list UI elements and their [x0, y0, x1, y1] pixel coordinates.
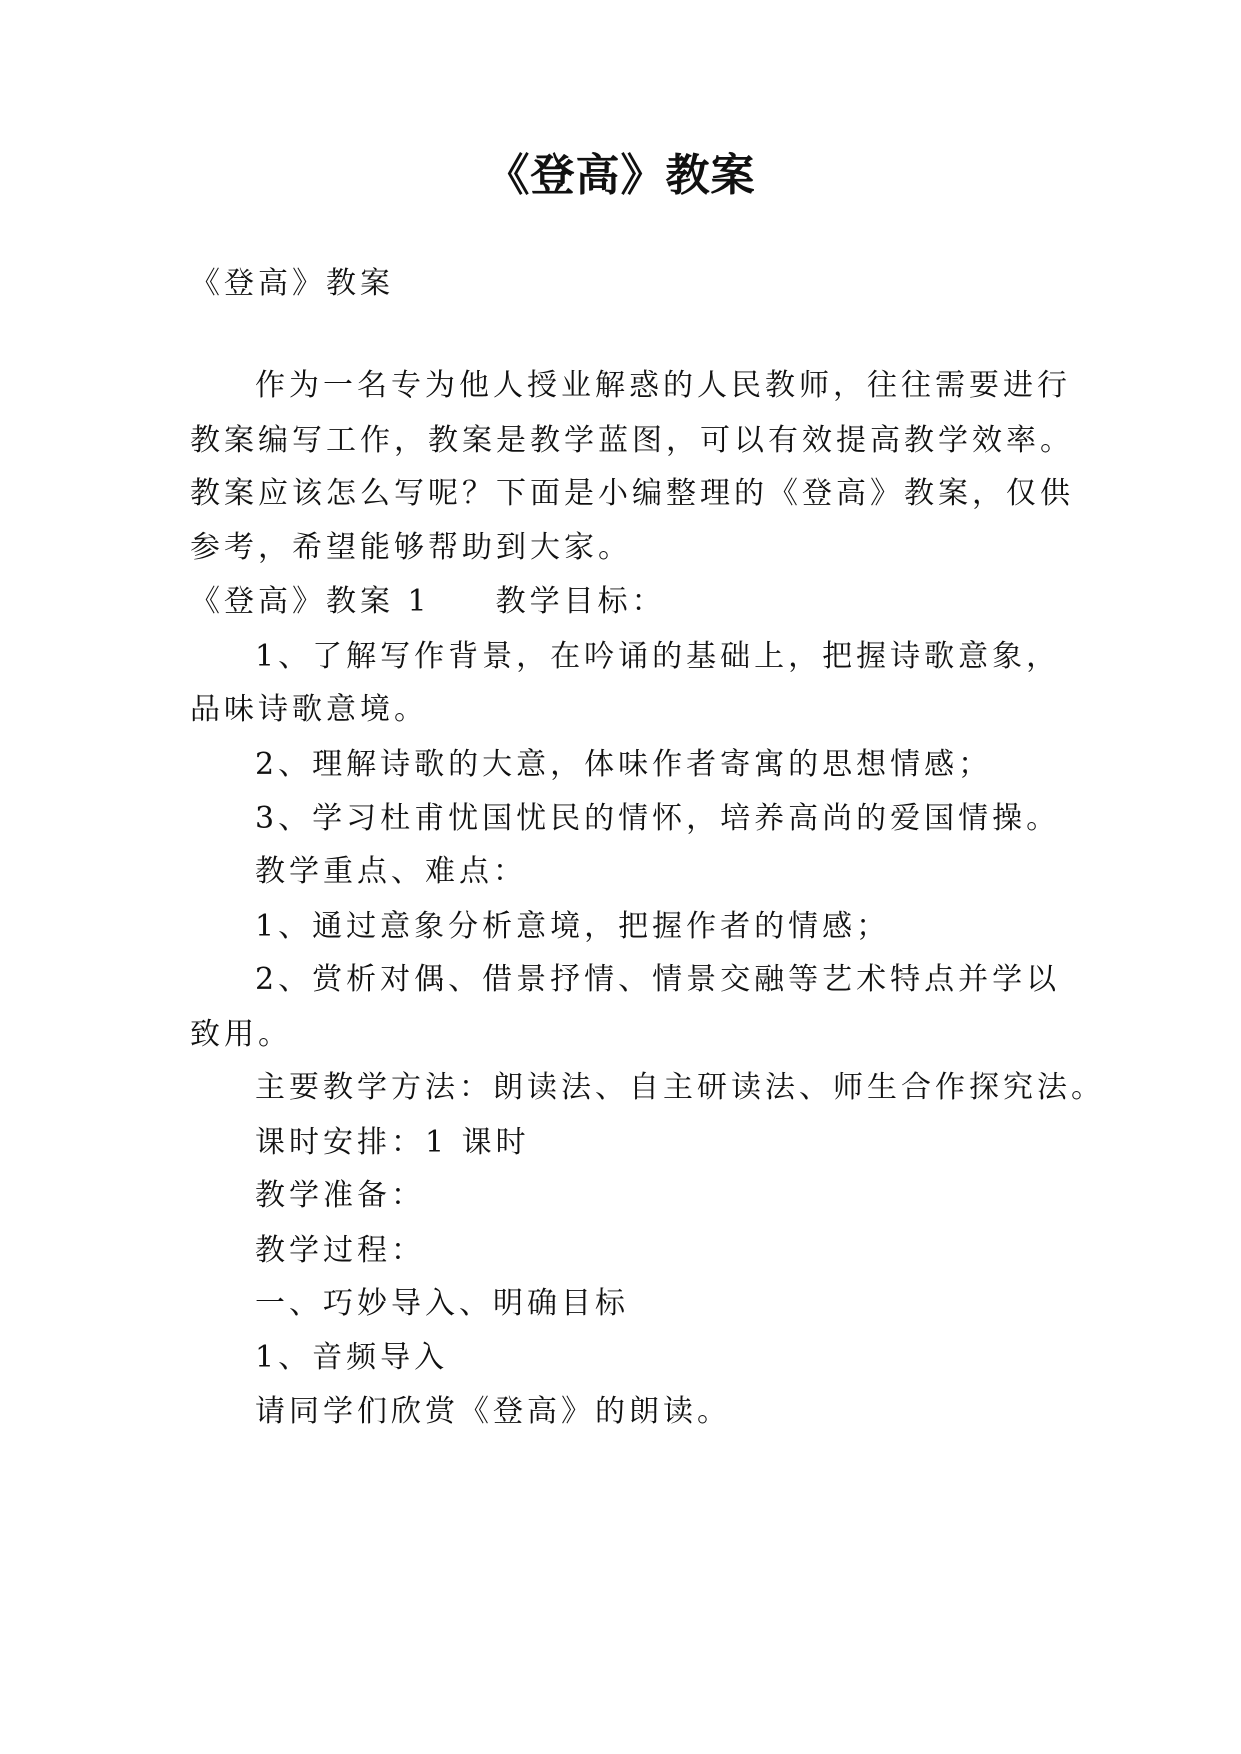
- intro-line-3: 教案应该怎么写呢？下面是小编整理的《登高》教案，仅供: [190, 476, 1074, 511]
- document-title: 《登高》教案: [485, 150, 756, 201]
- schedule: 课时安排：1 课时: [255, 1125, 530, 1160]
- key-point-2: 2、赏析对偶、借景抒情、情景交融等艺术特点并学以: [255, 962, 1061, 997]
- process: 教学过程：: [255, 1233, 425, 1268]
- goal-3: 3、学习杜甫忧国忧民的情怀，培养高尚的爱国情操。: [255, 801, 1061, 836]
- section1-heading-row: [190, 582, 666, 622]
- section1-heading: 《登高》教案 1: [190, 584, 431, 619]
- intro-line-1: 作为一名专为他人授业解惑的人民教师，往往需要进行: [255, 368, 1071, 403]
- step-1-1-text: 请同学们欣赏《登高》的朗读。: [255, 1394, 731, 1429]
- methods: 主要教学方法：朗读法、自主研读法、师生合作探究法。: [255, 1070, 1105, 1105]
- intro-line-4: 参考，希望能够帮助到大家。: [190, 530, 632, 565]
- goal-label: 教学目标：: [495, 584, 666, 619]
- key-point-1: 1、通过意象分析意境，把握作者的情感；: [255, 909, 891, 944]
- step-1-1: 1、音频导入: [255, 1340, 449, 1375]
- key-points-label: 教学重点、难点：: [255, 854, 527, 889]
- step-1: 一、巧妙导入、明确目标: [255, 1286, 629, 1321]
- key-point-2-cont: 致用。: [190, 1017, 292, 1052]
- intro-line-2: 教案编写工作，教案是教学蓝图，可以有效提高教学效率。: [190, 423, 1074, 458]
- goal-2: 2、理解诗歌的大意，体味作者寄寓的思想情感；: [255, 747, 993, 782]
- goal-1-cont: 品味诗歌意境。: [190, 692, 428, 727]
- goal-1: 1、了解写作背景，在吟诵的基础上，把握诗歌意象，: [255, 639, 1061, 674]
- subtitle: 《登高》教案: [190, 266, 394, 301]
- preparation: 教学准备：: [255, 1178, 425, 1213]
